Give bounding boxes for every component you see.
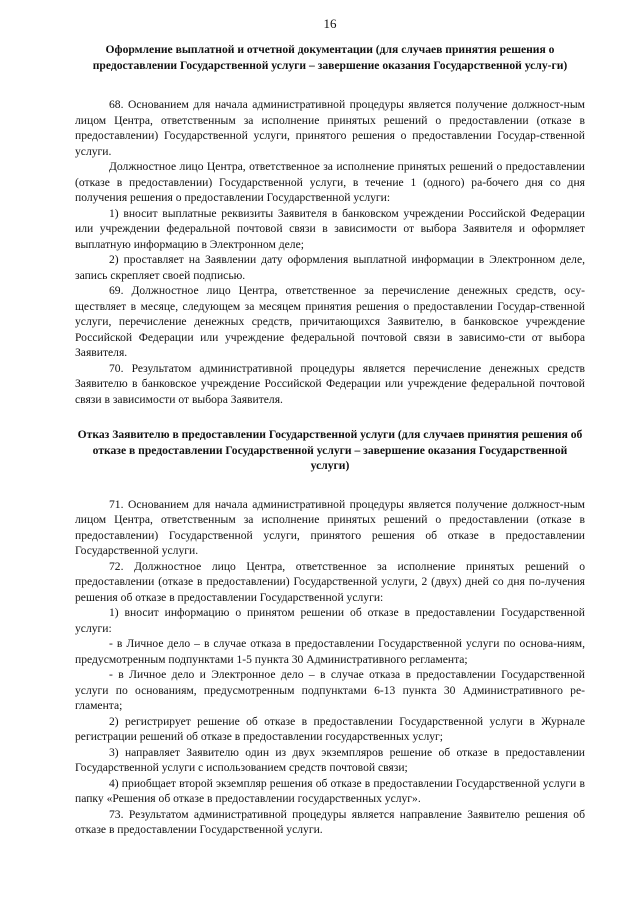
list-item-4: 4) приобщает второй экземпляр решения об отказе в предоставлении Государственной услуги в папку «Решения об отказе в предоставлении государственных услуг». (75, 776, 585, 805)
paragraph-71: 71. Основанием для начала административной процедуры является получение должност-ным лицом Центра, ответственным за исполнение принятых решений о предоставлении (отказе в предоставлении) Государственной услуги, принятого решения об отказе в предоставлении Государственной услуги. (75, 497, 585, 557)
paragraph-responsible-officer: Должностное лицо Центра, ответственное за исполнение принятых решений о предоставлении (отказе в предоставлении) Государственной услуги, в течение 1 (одного) ра-бочего дня со дня получения решения о предоставлении Государственной услуги: (75, 160, 585, 204)
section-heading-refusal: Отказ Заявителю в предоставлении Государственной услуги (для случаев принятия решения об отказе в предоставлении Государственной услуги – завершение оказания Государственной услуги) (77, 428, 583, 472)
paragraph-72: 72. Должностное лицо Центра, ответственное за исполнение принятых решений о предоставлении (отказе в предоставлении) Государственной услуги, 2 (двух) дней со дня по-лучения решения об отказе в предоставлении Государственной услуги: (75, 559, 585, 604)
list-item-3: 3) направляет Заявителю один из двух экземпляров решение об отказе в предоставлении Государственной услуги с использованием средств почтовой связи; (75, 745, 585, 774)
list-item-2: 2) проставляет на Заявлении дату оформления выплатной информации в Электронном деле, запись скрепляет своей подписью. (75, 253, 585, 282)
paragraph-69: 69. Должностное лицо Центра, ответственное за перечисление денежных средств, осу-ществляет в месяце, следующем за месяцем принятия решения о предоставлении Государ-ственной услуги, перечисление денежных средств, причитающихся Заявителю, в банковское учреждение Российской Федерации или учреждение федеральной почтовой связи в зависимо-сти от выбора Заявителя. (75, 284, 585, 359)
paragraph-68: 68. Основанием для начала административной процедуры является получение должност-ным лицом Центра, ответственным за исполнение принятых решений о предоставлении (отказе в предоставлении) Государственной услуги, принятого решения о предоставлении Государ-ственной услуги. (75, 98, 585, 158)
list-item-personal-file: - в Личное дело – в случае отказа в предоставлении Государственной услуги по основа-ниям, предусмотренным подпунктами 1-5 пункта 30 Административного регламента; (75, 637, 585, 666)
paragraph-70: 70. Результатом административной процедуры является перечисление денежных средств Заявителю в банковское учреждение Российской Федерации или учреждение федеральной почтовой связи в зависимости от выбора Заявителя. (75, 361, 585, 406)
paragraph-73: 73. Результатом административной процедуры является направление Заявителю решения об отказе в предоставлении Государственной услуги. (75, 807, 585, 836)
list-item-1: 1) вносит выплатные реквизиты Заявителя в банковском учреждении Российской Федерации или учреждении федеральной почтовой связи в зависимости от выбора Заявителя и оформляет выплатную информацию в Электронном деле; (75, 206, 585, 251)
document-page (75, 16, 585, 838)
list-item-1: 1) вносит информацию о принятом решении об отказе в предоставлении Государственной услуги: (75, 606, 585, 635)
section-refusal-body (75, 497, 585, 838)
list-item-2: 2) регистрирует решение об отказе в предоставлении Государственной услуги в Журнале регистрации решений об отказе в предоставлении государственных услуг; (75, 714, 585, 743)
page-number: 16 (323, 16, 337, 31)
list-item-personal-and-electronic-file: - в Личное дело и Электронное дело – в случае отказа в предоставлении Государственной услуги по основаниям, предусмотренным подпунктами 6-13 пункта 30 Административного ре-гламента; (75, 668, 585, 712)
section-payment-documentation-body (75, 97, 585, 407)
section-heading-payment-documentation: Оформление выплатной и отчетной документации (для случаев принятия решения о предоставлении Государственной услуги – завершение оказания Государственной услу-ги) (92, 43, 568, 72)
